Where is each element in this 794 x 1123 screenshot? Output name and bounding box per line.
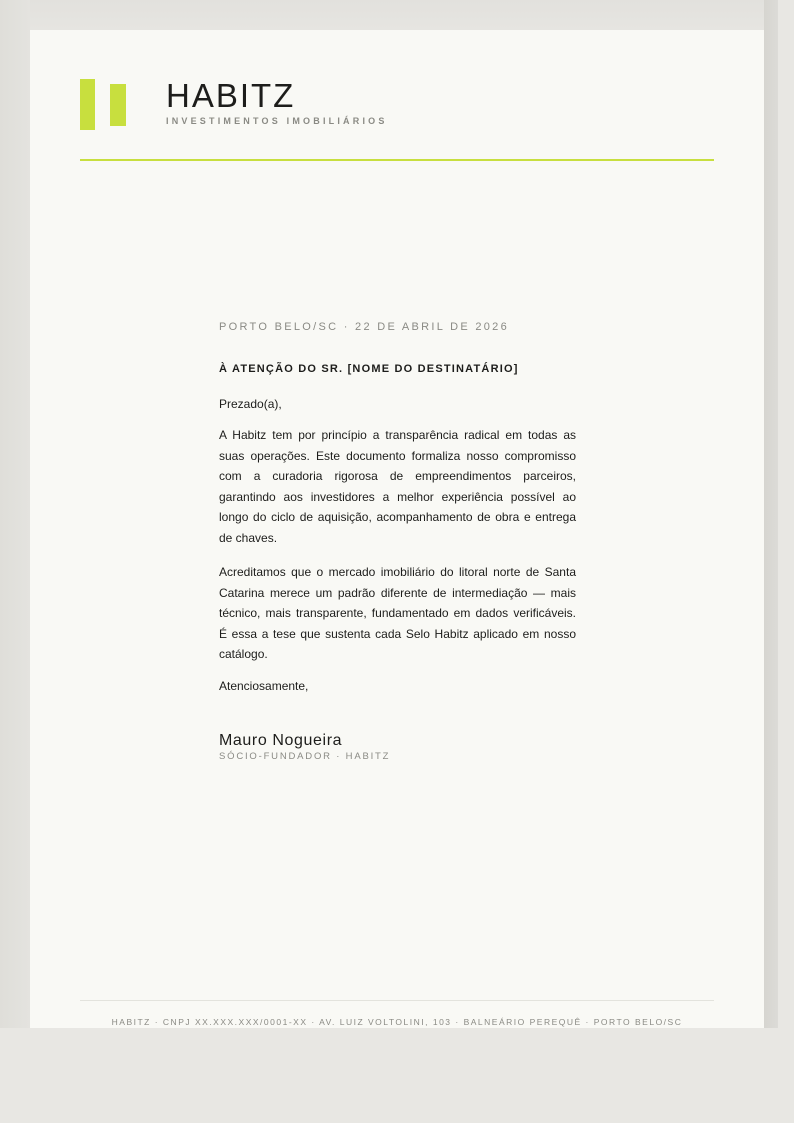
letterhead-page <box>30 30 764 1028</box>
signature-role: SÓCIO-FUNDADOR · HABITZ <box>219 750 391 762</box>
letter-body <box>219 320 576 763</box>
dateline: PORTO BELO/SC · 22 DE ABRIL DE 2026 <box>219 321 509 333</box>
signature-name: Mauro Nogueira <box>219 731 343 749</box>
header-divider <box>80 159 714 161</box>
brand-tagline: INVESTIMENTOS IMOBILIÁRIOS <box>166 116 388 126</box>
closing: Atenciosamente, <box>219 678 309 693</box>
footer-company-info: HABITZ · CNPJ XX.XXX.XXX/0001-XX · AV. LUIZ VOLTOLINI, 103 · BALNEÁRIO PEREQUÊ · PORTO BELO/SC <box>111 1017 683 1027</box>
paragraph-2: Acreditamos que o mercado imobiliário do litoral norte de Santa Catarina merece um padrão diferente de intermediação — mais técnico, mais transparente, fundamentado em dados verificáveis. É essa a tese que sustenta cada Selo Habitz aplicado em nosso catálogo. <box>219 565 576 661</box>
page-shadow <box>764 0 778 1028</box>
footer-divider <box>80 1000 714 1001</box>
habitz-logo-icon <box>80 79 126 130</box>
background-top <box>0 0 778 30</box>
greeting: Prezado(a), <box>219 397 282 411</box>
recipient-attention: À ATENÇÃO DO SR. [NOME DO DESTINATÁRIO] <box>219 363 519 375</box>
paragraph-1: A Habitz tem por princípio a transparência radical em todas as suas operações. Este documento formaliza nosso compromisso com a curadoria rigorosa de empreendimentos parceiros, garantindo aos investidores a melhor experiência possível ao longo do ciclo de aquisição, acompanhamento de obra e entrega de chaves. <box>219 428 576 545</box>
brand-name: HABITZ <box>166 77 296 114</box>
logo-bar-right <box>110 84 126 126</box>
background-left <box>0 0 30 1028</box>
logo-bar-left <box>80 79 95 130</box>
